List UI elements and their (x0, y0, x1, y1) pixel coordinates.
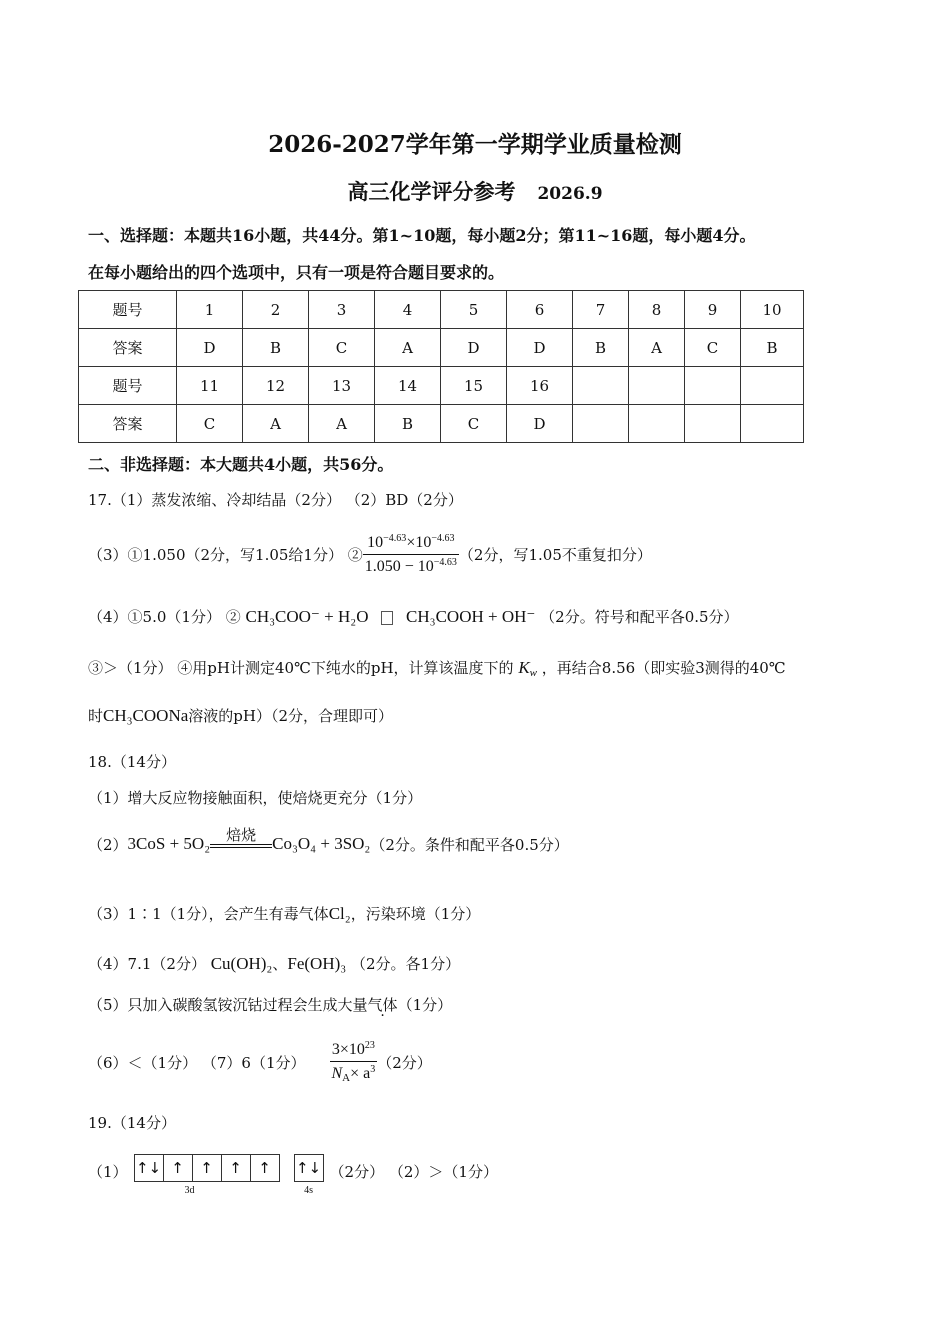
answer-table (78, 290, 804, 443)
q19-line1 (88, 1154, 498, 1196)
document-date: 2026.9 (537, 184, 603, 204)
answer-cell: B (573, 329, 629, 367)
q17-p4-score: （2分。符号和配平各0.5分） (540, 608, 739, 626)
q18-l6-score: （2分） (377, 1053, 432, 1072)
answer-cell: A (629, 329, 685, 367)
q18-l4-formula2: Fe(OH)₃ (287, 954, 347, 973)
orbital-box: ↑ (258, 1158, 271, 1177)
q-number: 13 (309, 367, 375, 405)
den-na-sub: A (342, 1072, 351, 1084)
reaction-condition: 焙烧 (226, 826, 257, 844)
orbital-box: ↑↓ (295, 1158, 322, 1177)
q-number (573, 367, 629, 405)
q19-heading: 19.（14分） (88, 1114, 176, 1132)
q-number: 10 (741, 291, 804, 329)
q17-fraction (363, 533, 459, 576)
num-times: ×10 (406, 534, 432, 551)
num-exp-2: −4.63 (431, 533, 455, 544)
q18-l4-text: （4）7.1（2分） (88, 955, 211, 973)
num-exp: 23 (364, 1040, 375, 1051)
q18-l2-score: （2分。条件和配平各0.5分） (370, 835, 569, 854)
den-base: 1.050 − 10 (364, 558, 434, 575)
q18-l4-score: （2分。各1分） (350, 955, 461, 973)
q17-part6 (88, 705, 393, 726)
fraction-denominator (363, 555, 459, 576)
q17-p5-text-b: ，再结合8.56（即实验3测得的40℃ (541, 659, 786, 677)
answer-cell: B (741, 329, 804, 367)
q-number: 14 (375, 367, 441, 405)
q-number: 15 (441, 367, 507, 405)
q-number: 1 (177, 291, 243, 329)
q18-line5 (88, 994, 452, 1015)
q17-p4-formula-left: CH₃COO⁻ + H₂O (245, 607, 369, 626)
q-number: 16 (507, 367, 573, 405)
answer-cell: C (309, 329, 375, 367)
reaction-condition-arrow (210, 826, 272, 862)
q17-p5-text: ③＞（1分） ④用pH计测定40℃下纯水的pH，计算该温度下的 (88, 659, 514, 677)
answer-cell: B (375, 405, 441, 443)
num-exp: −4.63 (383, 533, 407, 544)
orbital-boxes (294, 1154, 324, 1182)
q19-l1-score: （2分） （2）＞（1分） (329, 1163, 498, 1181)
fraction-numerator (363, 533, 459, 555)
q-number: 2 (243, 291, 309, 329)
den-na: N (331, 1065, 343, 1082)
q-number: 9 (685, 291, 741, 329)
q18-l5-emphasis: 气体 (367, 996, 398, 1014)
q18-l2-label: （2） (88, 835, 128, 854)
document-subtitle (0, 176, 950, 206)
q18-l4-sep: 、 (272, 955, 288, 973)
q18-l3-text-b: ，污染环境（1分） (350, 905, 481, 923)
num-base: 3×10 (331, 1041, 365, 1058)
q18-line4 (88, 953, 460, 974)
section2-heading: 二、非选择题：本大题共4小题，共56分。 (88, 455, 394, 474)
document-title: 2026-2027学年第一学期学业质量检测 (268, 131, 682, 158)
answer-cell: C (177, 405, 243, 443)
den-a: × a (350, 1065, 371, 1082)
q18-fraction (330, 1040, 378, 1084)
den-exp: 3 (370, 1064, 376, 1075)
q17-p3-score: （2分，写1.05不重复扣分） (458, 546, 652, 564)
q17-line1: 17.（1）蒸发浓缩、冷却结晶（2分） （2）BD（2分） (88, 491, 463, 509)
q18-l3-text: （3）1∶1（1分），会产生有毒气体 (88, 905, 329, 923)
answer-cell (573, 405, 629, 443)
fraction-denominator (330, 1062, 378, 1084)
q-number: 12 (243, 367, 309, 405)
num-base: 10 (367, 534, 384, 551)
answer-cell: C (685, 329, 741, 367)
q18-l5-score: （1分） (397, 996, 453, 1014)
q18-l2-right: Co₃O₄ + 3SO₂ (272, 834, 371, 853)
section1-heading-line1: 一、选择题：本题共16小题，共44分。第1~10题，每小题2分；第11~16题，每小题4分。 (88, 226, 756, 245)
q-number: 6 (507, 291, 573, 329)
answer-cell (685, 405, 741, 443)
q17-part5 (88, 657, 786, 679)
answer-cell (741, 405, 804, 443)
q18-l6-text: （6）＜（1分） （7）6（1分） (88, 1053, 306, 1072)
orbital-label: 4s (304, 1185, 313, 1196)
table-row (79, 405, 804, 443)
q18-line6 (88, 1040, 432, 1084)
subtitle-text: 高三化学评分参考 (347, 179, 516, 204)
q-number (629, 367, 685, 405)
answer-cell: D (507, 405, 573, 443)
q-number (741, 367, 804, 405)
q17-part4 (88, 606, 739, 627)
q18-l5-text: （5）只加入碳酸氢铵沉钴过程会生成大量 (88, 996, 368, 1014)
orbital-boxes (134, 1154, 280, 1182)
kw-k: K (518, 658, 530, 677)
orbital-box: ↑ (193, 1155, 222, 1181)
answer-cell: D (507, 329, 573, 367)
orbital-box: ↑ (164, 1155, 193, 1181)
q18-line2 (88, 826, 569, 862)
q18-l2-left: 3CoS + 5O₂ (127, 834, 211, 853)
q17-p6-text: 时 (88, 707, 104, 725)
table-row (79, 367, 804, 405)
row-label: 题号 (79, 291, 177, 329)
q17-part3 (88, 533, 652, 576)
q-number: 4 (375, 291, 441, 329)
table-row (79, 329, 804, 367)
answer-cell: D (177, 329, 243, 367)
kw-symbol (518, 658, 537, 677)
answer-cell: A (243, 405, 309, 443)
orbital-4s (294, 1154, 324, 1196)
section1-heading-line2: 在每小题给出的四个选项中，只有一项是符合题目要求的。 (88, 263, 505, 282)
q-number: 8 (629, 291, 685, 329)
answer-cell: B (243, 329, 309, 367)
orbital-box: ↑↓ (135, 1155, 164, 1181)
den-exp: −4.63 (433, 557, 457, 568)
q18-l4-formula1: Cu(OH)₂ (210, 954, 273, 973)
answer-cell: D (441, 329, 507, 367)
row-label: 答案 (79, 405, 177, 443)
q-number: 5 (441, 291, 507, 329)
q17-p6-formula: CH₃COONa (103, 706, 189, 725)
q-number: 11 (177, 367, 243, 405)
q17-p3-text: （3）①1.050（2分，写1.05给1分） ② (88, 546, 363, 564)
answer-cell: A (309, 405, 375, 443)
orbital-3d (134, 1154, 280, 1196)
q19-l1-label: （1） (88, 1163, 128, 1181)
q18-heading: 18.（14分） (88, 753, 176, 771)
q17-p4-text: （4）①5.0（1分） ② (88, 608, 241, 626)
orbital-box: ↑ (222, 1155, 251, 1181)
row-label: 题号 (79, 367, 177, 405)
q18-line3 (88, 903, 480, 924)
q18-l3-formula: Cl₂ (328, 904, 351, 923)
q-number: 7 (573, 291, 629, 329)
fraction-numerator (330, 1040, 378, 1062)
equilibrium-symbol (381, 611, 393, 625)
q17-p4-formula-right: CH₃COOH + OH⁻ (406, 607, 536, 626)
answer-cell (629, 405, 685, 443)
answer-cell: C (441, 405, 507, 443)
orbital-label: 3d (184, 1185, 195, 1196)
q-number (685, 367, 741, 405)
table-row (79, 291, 804, 329)
q17-p6-text-b: 溶液的pH）（2分，合理即可） (188, 707, 394, 725)
answer-cell: A (375, 329, 441, 367)
kw-sub: w (529, 667, 538, 679)
q-number: 3 (309, 291, 375, 329)
row-label: 答案 (79, 329, 177, 367)
q18-line1: （1）增大反应物接触面积，使焙烧更充分（1分） (88, 789, 423, 807)
